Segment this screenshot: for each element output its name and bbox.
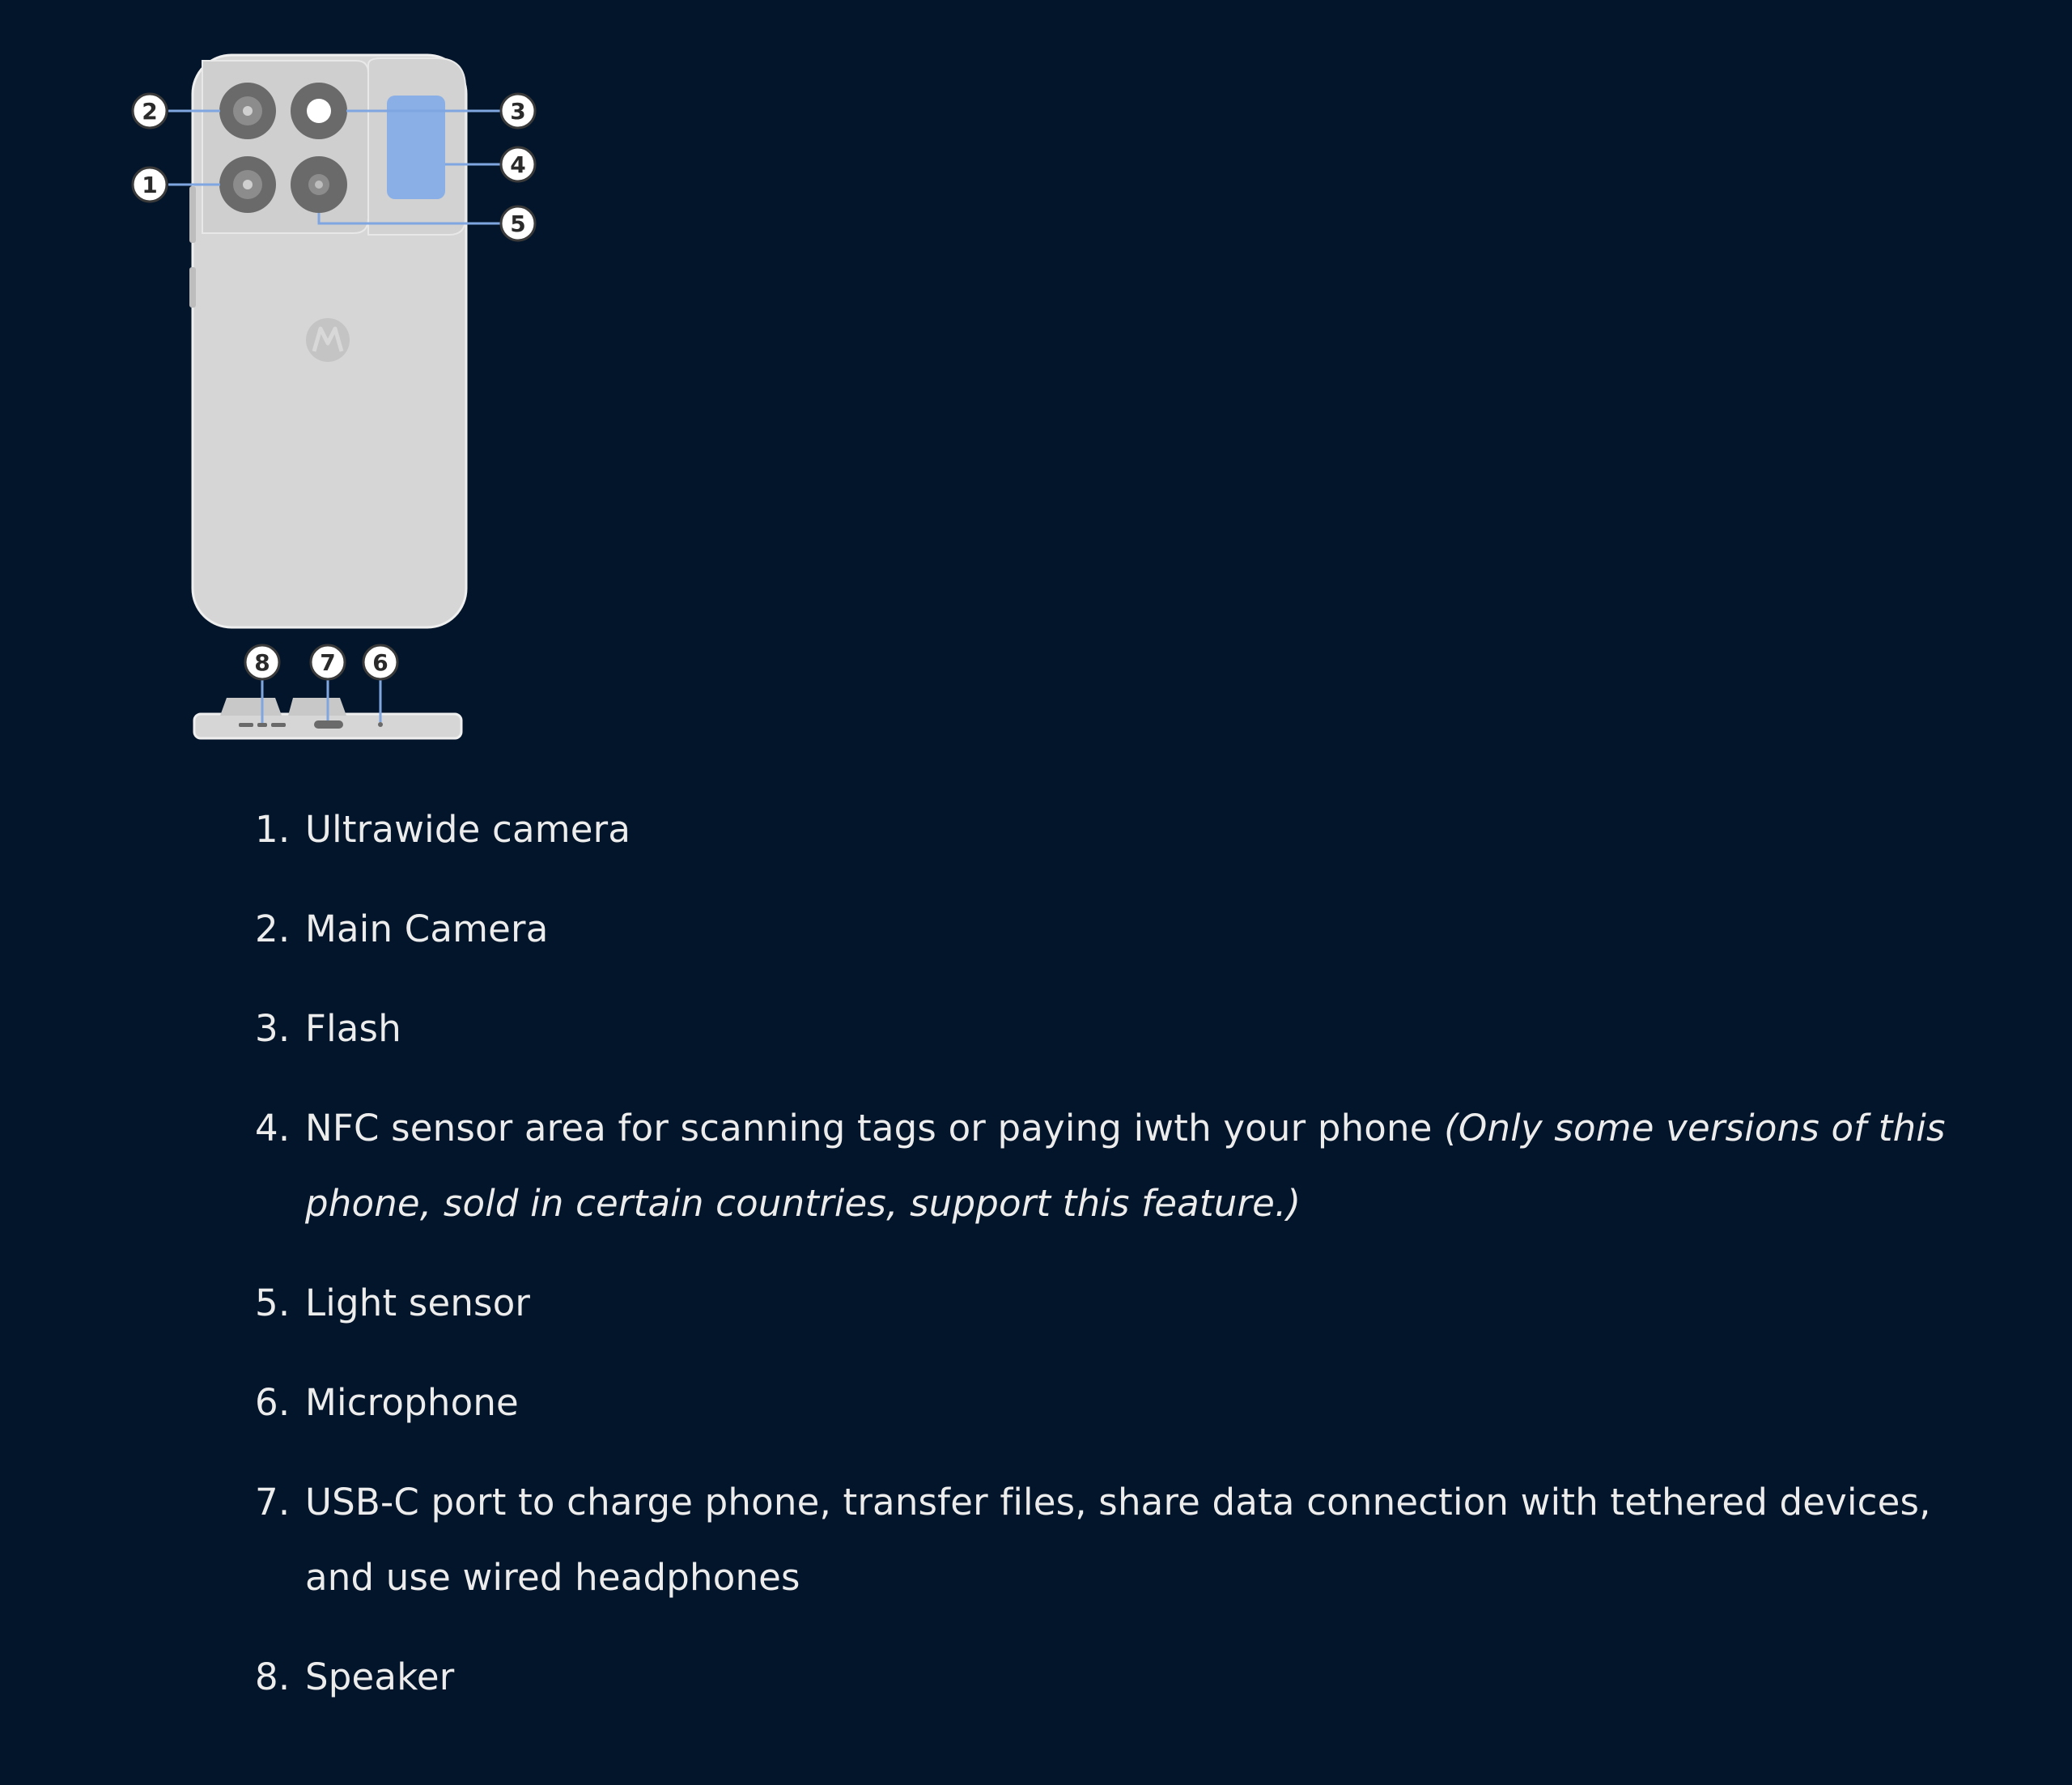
flash-lens [291, 83, 347, 139]
legend-item [243, 991, 1991, 1066]
legend-text [305, 792, 1991, 867]
legend-number: 5. [255, 1281, 291, 1324]
legend-label: Microphone [305, 1381, 519, 1424]
legend-label: USB-C port to charge phone, transfer files, share data connection with tethered devices, and use wired headphones [305, 1481, 1931, 1599]
legend-item [243, 1365, 1991, 1440]
callout-badge-1 [133, 168, 167, 202]
callout-number: 7 [320, 649, 336, 676]
callout-badge-6 [363, 645, 397, 679]
legend-label: Main Camera [305, 907, 549, 950]
callout-number: 6 [372, 649, 388, 676]
callout-badge-8 [245, 645, 279, 679]
legend-number: 8. [255, 1655, 291, 1698]
legend-label: NFC sensor area for scanning tags or paying iwth your phone [305, 1107, 1433, 1150]
legend-label: Flash [305, 1007, 401, 1050]
legend-item [243, 792, 1991, 867]
legend-item [243, 1090, 1991, 1241]
main-camera-lens [219, 83, 276, 139]
legend-note: (Only some versions of this phone, sold in certain countries, support this feature.) [305, 1107, 1946, 1225]
callout-badge-7 [311, 645, 345, 679]
legend-number: 2. [255, 907, 291, 950]
callout-number: 2 [142, 98, 158, 125]
side-button-upper [189, 186, 196, 243]
phone-diagram [0, 0, 648, 777]
legend-text [305, 891, 1991, 967]
phone-diagram-svg [0, 0, 648, 777]
callout-badge-4 [501, 147, 535, 181]
ultrawide-camera-lens [219, 156, 276, 213]
callout-number: 4 [510, 151, 526, 178]
legend-item [243, 1265, 1991, 1341]
legend-text [305, 1365, 1991, 1440]
motorola-logo-icon [306, 318, 350, 362]
legend-number: 3. [255, 1007, 291, 1050]
camera-island [202, 61, 368, 233]
legend-label: Ultrawide camera [305, 808, 631, 851]
legend-item [243, 1464, 1991, 1615]
legend-number: 7. [255, 1481, 291, 1524]
callout-badge-2 [133, 94, 167, 128]
callout-badge-3 [501, 94, 535, 128]
callout-number: 5 [510, 210, 526, 237]
callout-badge-5 [501, 206, 535, 240]
side-button-lower [189, 267, 196, 308]
legend-text [305, 1464, 1991, 1615]
light-sensor-lens [291, 156, 347, 213]
callout-number: 1 [142, 172, 158, 198]
legend-item [243, 1639, 1991, 1715]
legend-number: 1. [255, 808, 291, 851]
legend-text [305, 1639, 1991, 1715]
legend-text [305, 1090, 1991, 1241]
legend-text [305, 1265, 1991, 1341]
legend-number: 4. [255, 1107, 291, 1150]
legend-label: Speaker [305, 1655, 455, 1698]
legend-number: 6. [255, 1381, 291, 1424]
component-legend-list [243, 792, 1991, 1739]
legend-label: Light sensor [305, 1281, 531, 1324]
legend-text [305, 991, 1991, 1066]
callout-number: 3 [510, 98, 526, 125]
callout-number: 8 [254, 649, 270, 676]
legend-item [243, 891, 1991, 967]
